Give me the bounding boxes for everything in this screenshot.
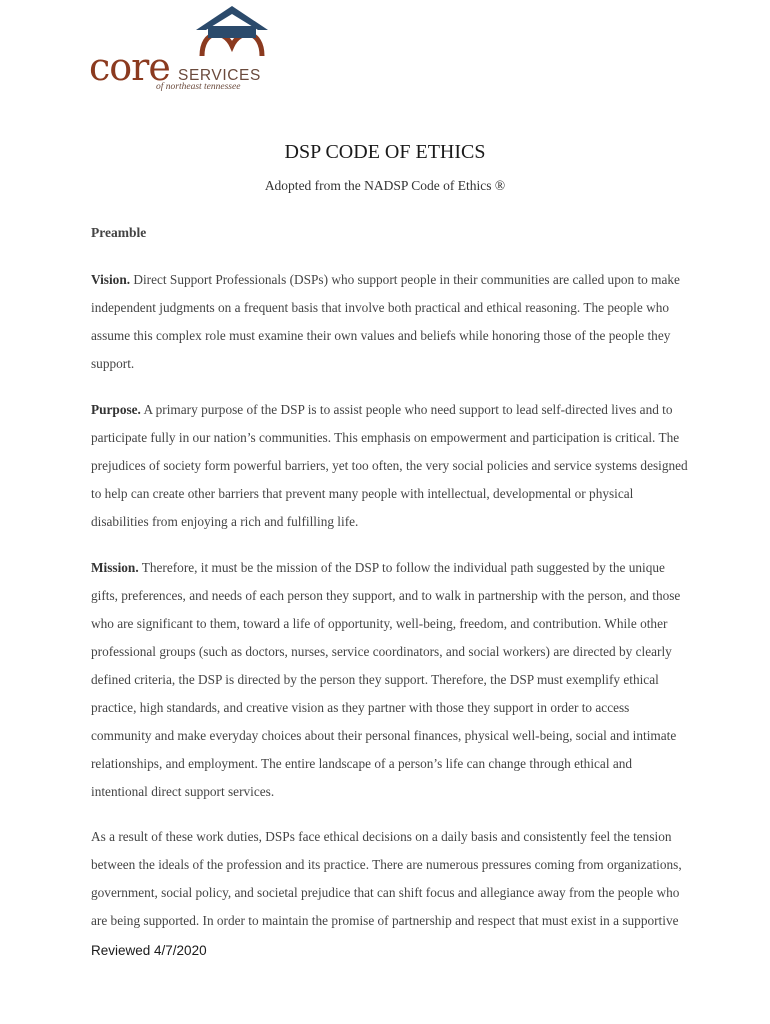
reviewed-date: Reviewed 4/7/2020 xyxy=(91,943,207,958)
paragraph-closing: As a result of these work duties, DSPs face ethical decisions on a daily basis and consistently feel the tension between the ideals of the profession and its practice. There are numerous pressures coming from organizations, government, social policy, and societal prejudice that can shift focus and allegiance away from the people who are being supported. In order to maintain the promise of partnership and respect that must exist in a supportive xyxy=(91,829,682,928)
document-title: DSP CODE OF ETHICS xyxy=(284,141,486,163)
logo-wordmark: core xyxy=(89,45,170,89)
vision-text: Direct Support Professionals (DSPs) who support people in their communities are called upon to make independent judgments on a frequent basis that involve both practical and ethical reasoning. The people who assume this complex role must examine their own values and beliefs while honoring those of the people they support. xyxy=(91,272,680,371)
logo-services-text: SERVICES xyxy=(178,67,261,84)
logo-tagline: of northeast tennessee xyxy=(156,82,241,92)
core-services-logo xyxy=(86,4,276,96)
vision-label: Vision. xyxy=(91,272,131,287)
purpose-label: Purpose. xyxy=(91,402,141,417)
paragraph-mission xyxy=(91,554,691,806)
house-arch-icon xyxy=(194,4,270,66)
purpose-text: A primary purpose of the DSP is to assist people who need support to lead self-directed lives and to participate fully in our nation’s communities. This emphasis on empowerment and participation is critical. The prejudices of society form powerful barriers, yet too often, the very social policies and service systems designed to help can create other barriers that prevent many people with intellectual, developmental or physical disabilities from enjoying a rich and fulfilling life. xyxy=(91,402,688,529)
mission-text: Therefore, it must be the mission of the DSP to follow the individual path suggested by the unique gifts, preferences, and needs of each person they support, and to walk in partnership with the person, and those who are significant to them, toward a life of opportunity, well-being, freedom, and contribution. While other professional groups (such as doctors, nurses, service coordinators, and social workers) are directed by clearly defined criteria, the DSP is directed by the person they support. Therefore, the DSP must exemplify ethical practice, high standards, and creative vision as they partner with those they support in order to access community and make everyday choices about their personal finances, physical well-being, social and intimate relationships, and employment. The entire landscape of a person’s life can change through ethical and intentional direct support services. xyxy=(91,560,681,799)
mission-label: Mission. xyxy=(91,560,139,575)
paragraph-purpose xyxy=(91,396,691,536)
paragraph-vision xyxy=(91,266,691,378)
section-heading-preamble: Preamble xyxy=(91,225,147,240)
document-subtitle: Adopted from the NADSP Code of Ethics ® xyxy=(264,178,506,193)
